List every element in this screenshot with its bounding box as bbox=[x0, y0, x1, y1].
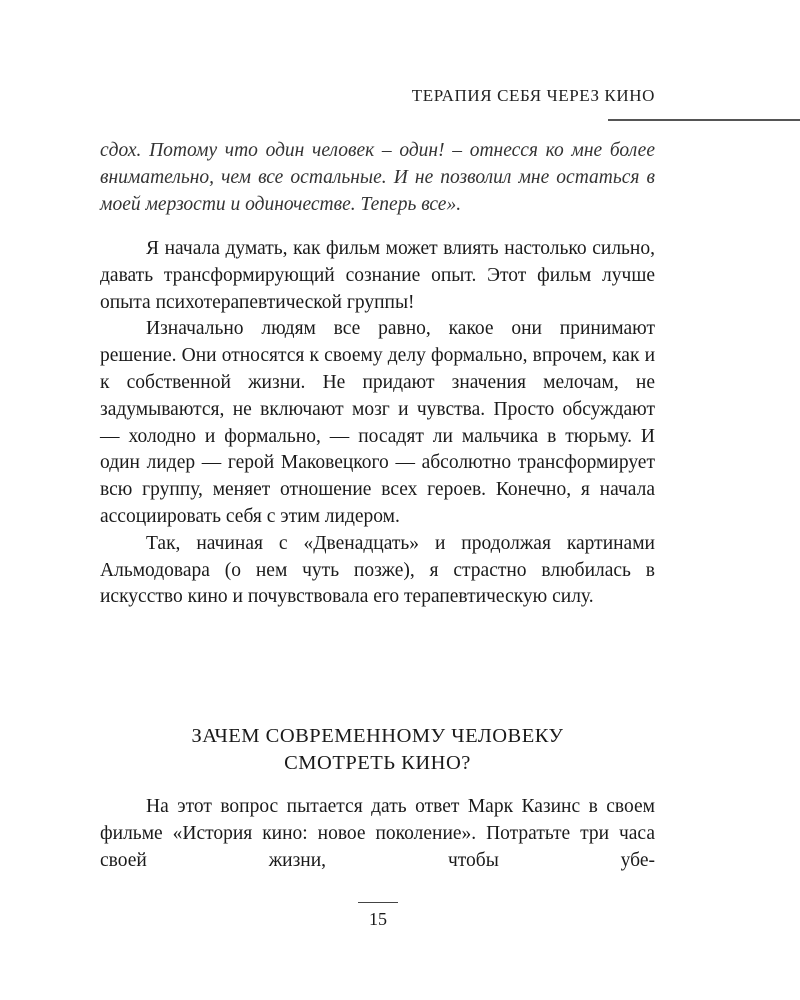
paragraph-1: Я начала думать, как фильм может влиять настолько сильно, давать трансформирующий сознание опыт. Этот фильм лучше опыта психотерапевтической группы! bbox=[100, 238, 655, 313]
body-text bbox=[100, 236, 655, 611]
section-title-line-2: СМОТРЕТЬ КИНО? bbox=[284, 752, 471, 774]
section-body bbox=[100, 794, 655, 874]
section-paragraph: На этот вопрос пытается дать ответ Марк Казинс в своем фильме «История кино: новое поколение». Потратьте три часа своей жизни, чтобы убе- bbox=[100, 796, 655, 871]
page-number: 15 bbox=[369, 909, 387, 929]
running-head: ТЕРАПИЯ СЕБЯ ЧЕРЕЗ КИНО bbox=[411, 86, 655, 105]
folio-rule bbox=[358, 902, 398, 903]
header-rule bbox=[608, 119, 800, 121]
paragraph-2: Изначально людям все равно, какое они принимают решение. Они относятся к своему делу формально, впрочем, как и к собственной жизни. Не придают значения мелочам, не задумываются, не включают мозг и чувства. Просто обсуждают — холодно и формально, — посадят ли мальчика в тюрьму. И один лидер — герой Маковецкого — абсолютно трансформирует всю группу, меняет отношение всех героев. Конечно, я начала ассоциировать себя с этим лидером. bbox=[100, 318, 655, 527]
quote-paragraph bbox=[100, 138, 655, 218]
section-title bbox=[100, 723, 655, 777]
quote-text: сдох. Потому что один человек – один! – отнесся ко мне более внимательно, чем все остальные. И не позволил мне остаться в моей мерзости и одиночестве. Теперь все». bbox=[100, 140, 655, 215]
paragraph-3: Так, начиная с «Двенадцать» и продолжая картинами Альмодовара (о нем чуть позже), я страстно влюбилась в искусство кино и почувствовала его терапевтическую силу. bbox=[100, 532, 655, 608]
section-title-line-1: ЗАЧЕМ СОВРЕМЕННОМУ ЧЕЛОВЕКУ bbox=[191, 725, 564, 747]
